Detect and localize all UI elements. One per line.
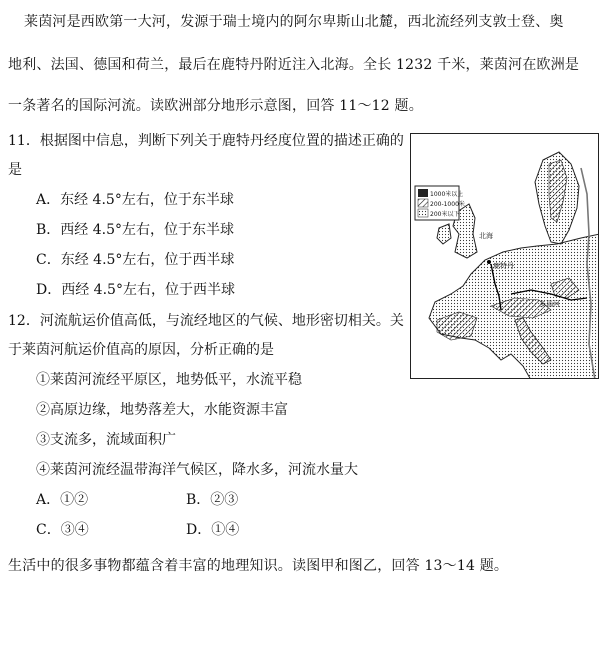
q11-option-d[interactable]: D．西经 4.5°左右，位于西半球 (36, 282, 235, 298)
q12-stem-line-1: 12．河流航运价值高低，与流经地区的气候、地形密切相关。关 (8, 313, 404, 329)
q12-stem-line-2: 于莱茵河航运价值高的原因，分析正确的是 (8, 342, 274, 358)
q11-option-a[interactable]: A．东经 4.5°左右，位于东半球 (36, 192, 234, 208)
legend-label-high: 1000米以上 (430, 191, 464, 198)
legend-swatch-mid (418, 199, 428, 207)
legend-label-mid: 200-1000米 (430, 201, 465, 208)
intro-line-2: 地利、法国、德国和荷兰，最后在鹿特丹附近注入北海。全长 1232 千米，莱茵河在欧洲是 (8, 57, 580, 73)
ireland-landmass (437, 224, 451, 244)
map-label-danube: 多瑙河 (539, 300, 560, 308)
q12-statement-4: ④莱茵河流经温带海洋气候区，降水多，河流水量大 (36, 462, 358, 478)
q12-statement-3: ③支流多，流域面积广 (36, 432, 176, 448)
q11-option-c[interactable]: C．东经 4.5°左右，位于西半球 (36, 252, 235, 268)
q11-stem-line-2: 是 (8, 162, 22, 178)
outro-line: 生活中的很多事物都蕴含着丰富的地理知识。读图甲和图乙，回答 13～14 题。 (8, 558, 509, 574)
q11-stem-line-1: 11．根据图中信息，判断下列关于鹿特丹经度位置的描述正确的 (8, 133, 404, 149)
q12-option-c[interactable]: C．③④ (36, 522, 89, 538)
map-label-north-sea: 北海 (479, 232, 493, 240)
q12-option-b[interactable]: B．②③ (186, 492, 239, 508)
intro-line-1: 莱茵河是西欧第一大河，发源于瑞士境内的阿尔卑斯山北麓，西北流经列支敦士登、奥 (24, 14, 564, 30)
legend-swatch-high (418, 189, 428, 197)
rotterdam-marker (487, 260, 491, 264)
q12-statement-1: ①莱茵河流经平原区，地势低平，水流平稳 (36, 372, 302, 388)
legend-label-low: 200米以下 (430, 211, 460, 218)
legend-swatch-low (418, 209, 428, 217)
q12-option-a[interactable]: A．①② (36, 492, 89, 508)
map-legend (415, 186, 465, 220)
q12-option-d[interactable]: D．①④ (186, 522, 240, 538)
europe-terrain-map (410, 133, 599, 379)
q11-option-b[interactable]: B．西经 4.5°左右，位于东半球 (36, 222, 235, 238)
intro-line-3: 一条著名的国际河流。读欧洲部分地形示意图，回答 11～12 题。 (8, 98, 423, 114)
q12-statement-2: ②高原边缘，地势落差大，水能资源丰富 (36, 402, 288, 418)
map-label-rotterdam: 鹿特丹 (493, 262, 514, 270)
